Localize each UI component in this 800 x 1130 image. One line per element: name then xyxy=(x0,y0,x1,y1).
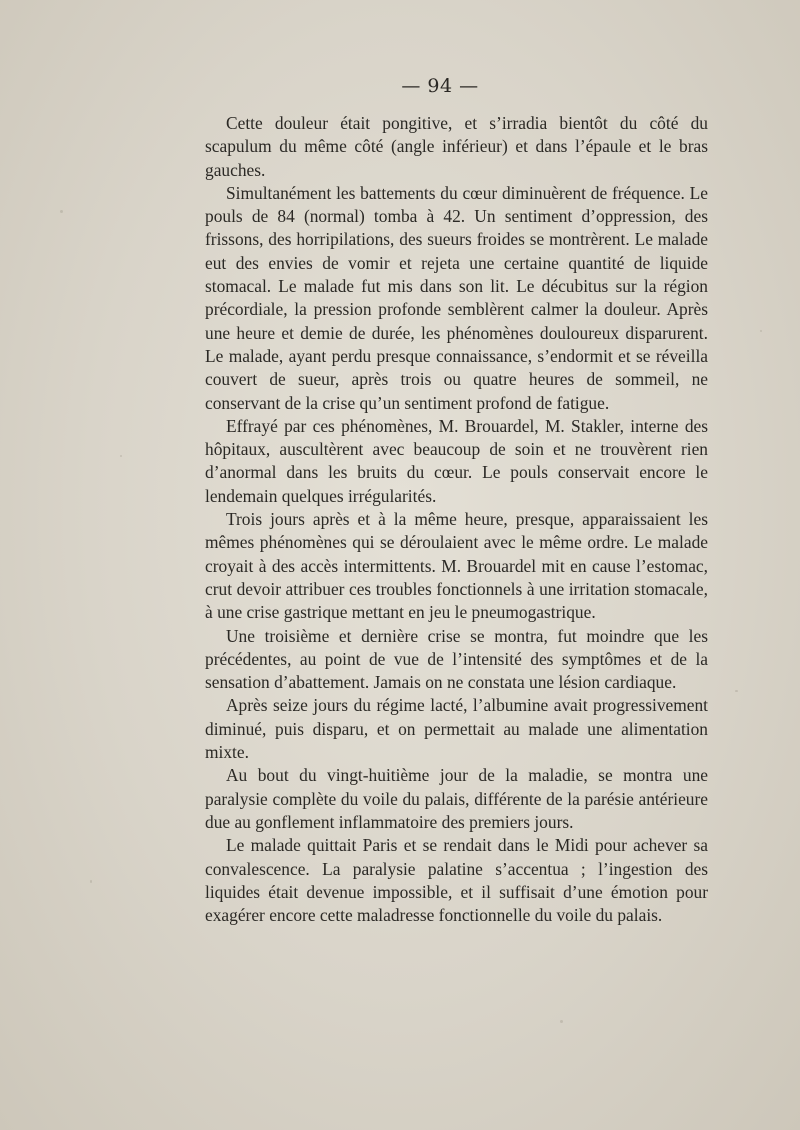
paper-speck xyxy=(90,880,92,883)
paper-speck xyxy=(760,330,762,332)
paragraph: Trois jours après et à la même heure, presque, apparaissaient les mêmes phénomènes qui se déroulaient avec le même ordre. Le malade croyait à des accès intermittents. M. Brouardel mit en cause l’estomac, crut devoir attribuer ces troubles fonctionnels à une irritation stomacale, à une crise gastrique mettant en jeu le pneumogastrique. xyxy=(205,509,708,623)
paragraph: Simultanément les battements du cœur diminuèrent de fréquence. Le pouls de 84 (normal) tomba à 42. Un sentiment d’oppression, des frissons, des horripilations, des sueurs froides se montrèrent. Le malade eut des envies de vomir et rejeta une certaine quantité de liquide stomacal. Le malade fut mis dans son lit. Le décubitus sur la région précordiale, la pression profonde semblèrent calmer la douleur. Après une heure et demie de durée, les phénomènes douloureux disparurent. Le malade, ayant perdu presque connaissance, s’endormit et se réveilla couvert de sueur, après trois ou quatre heures de sommeil, ne conservant de la crise qu’un sentiment profond de fatigue. xyxy=(205,182,708,413)
paper-speck xyxy=(735,690,738,692)
paper-speck xyxy=(60,210,63,213)
paragraph: Une troisième et dernière crise se montra, fut moindre que les précédentes, au point de vue de l’intensité des symptômes et de la sensation d’abattement. Jamais on ne constata une lésion cardiaque. xyxy=(205,625,708,693)
paragraph: Après seize jours du régime lacté, l’albumine avait progressivement diminué, puis disparu, et on permettait au malade une alimentation mixte. xyxy=(205,695,708,763)
paper-speck xyxy=(560,1020,563,1023)
paragraph: Effrayé par ces phénomènes, M. Brouardel, M. Stakler, interne des hôpitaux, auscultèrent avec beaucoup de soin et ne trouvèrent rien d’anormal dans les bruits du cœur. Le pouls conservait encore le lendemain quelques irrégularités. xyxy=(205,415,708,506)
paragraph: Cette douleur était pongitive, et s’irradia bientôt du côté du scapulum du même côté (angle inférieur) et dans l’épaule et le bras gauches. xyxy=(205,113,708,180)
paper-speck xyxy=(120,455,122,457)
page-number: — 94 — xyxy=(401,75,479,97)
paragraph: Au bout du vingt-huitième jour de la maladie, se montra une paralysie complète du voile du palais, différente de la parésie antérieure due au gonflement inflammatoire des premiers jours. xyxy=(205,765,708,832)
paragraph: Le malade quittait Paris et se rendait dans le Midi pour achever sa convalescence. La paralysie palatine s’accentua ; l’ingestion des liquides était devenue impossible, et il suffisait d’une émotion pour exagérer encore cette maladresse fonctionnelle du voile du palais. xyxy=(205,835,708,926)
body-text xyxy=(205,112,708,927)
